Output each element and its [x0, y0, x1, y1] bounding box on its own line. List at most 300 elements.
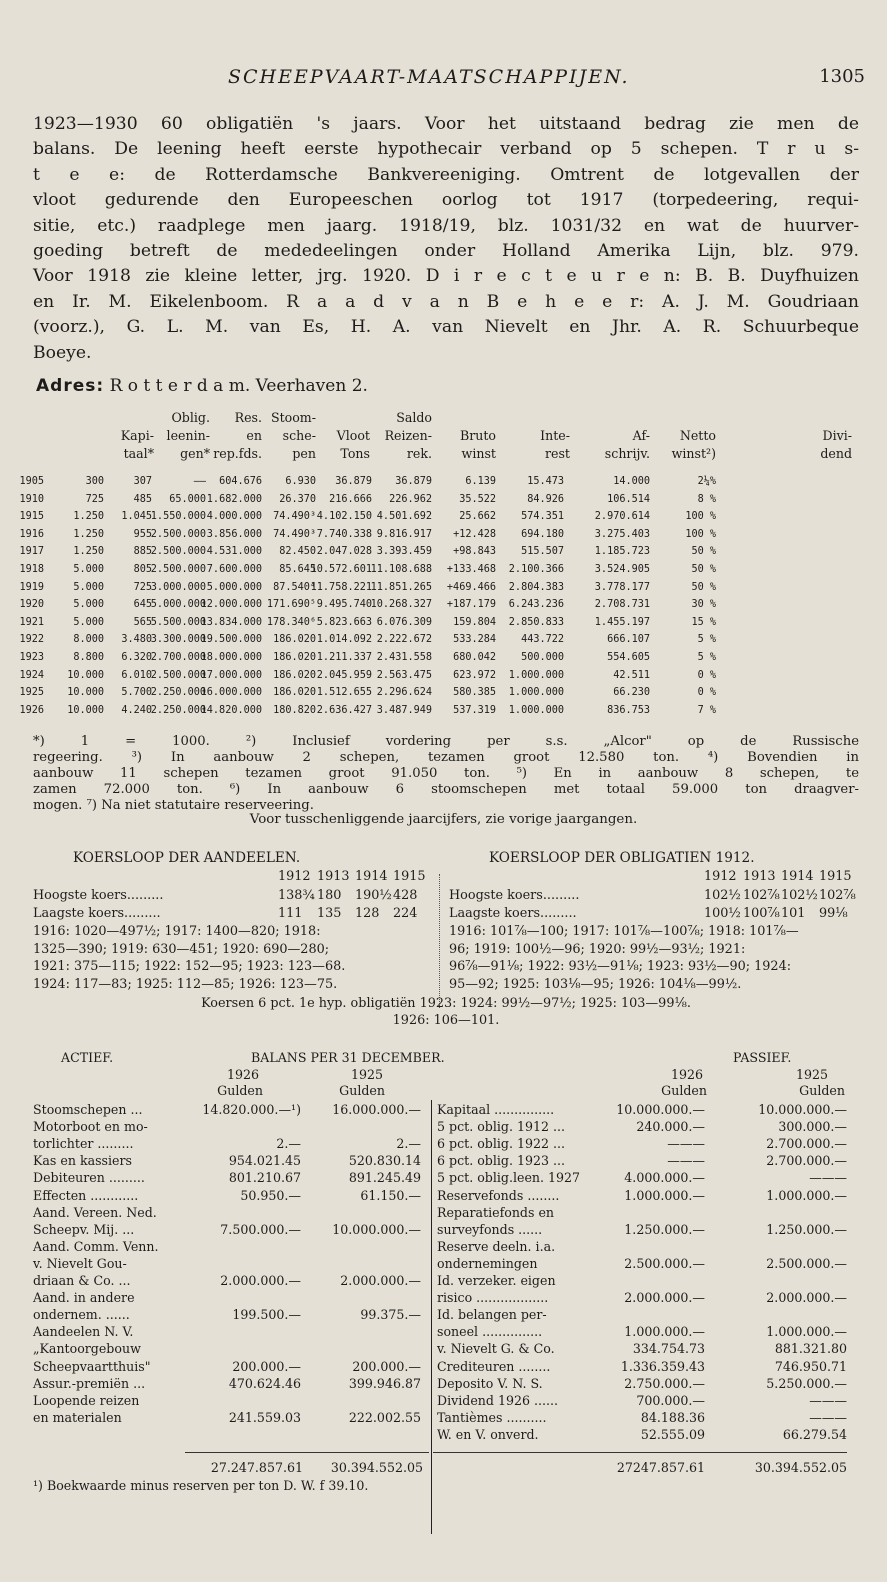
actief-value-1926: 200.000.— [232, 1358, 301, 1374]
actief-item-label: Scheepvaartthuis" [33, 1358, 151, 1374]
table-cell: 4.531.000 [206, 546, 262, 558]
table-cell: 0 % [697, 669, 716, 681]
actief-value-1925: 2.— [396, 1136, 421, 1152]
price-value: 100½ [704, 906, 741, 921]
table-cell: 2.970.614 [594, 511, 650, 523]
passief-value-1926: 4.000.000.— [624, 1170, 705, 1186]
table-cell: 3.000.000 [150, 581, 206, 593]
price-value: 111 [278, 906, 303, 921]
actief-item-label: Aand. in andere [33, 1290, 135, 1306]
table-row [0, 511, 887, 529]
table-cell: 7 % [697, 704, 716, 716]
header-cell: Res. [234, 410, 262, 425]
table-cell: 645 [133, 599, 152, 611]
table-cell: 15.473 [527, 476, 564, 487]
table-cell: 1.250 [73, 511, 104, 523]
passief-value-1925: 1.000.000.— [766, 1187, 847, 1203]
actief-value-1926: 50.950.— [240, 1187, 301, 1203]
passief-item-label: 5 pct. oblig. 1912 ... [437, 1119, 566, 1135]
table-cell: 574.351 [521, 511, 564, 523]
table-cell: 0 % [697, 687, 716, 699]
header-cell: schrijv. [604, 446, 650, 461]
header-cell: Stoom- [270, 410, 316, 425]
actief-value-1925: 399.946.87 [348, 1375, 421, 1391]
price-row-label: Laagste koers......... [33, 906, 161, 921]
table-cell: 3.778.177 [594, 581, 650, 593]
table-cell: 4.501.692 [376, 511, 432, 523]
table-cell: 5.000 [73, 616, 104, 628]
actief-value-1925: 16.000.000.— [332, 1102, 421, 1117]
passief-item-label: risico .................. [437, 1290, 549, 1306]
actief-value-1926: 241.559.03 [228, 1409, 301, 1425]
table-cell: +12.428 [453, 528, 496, 540]
passief-value-1925: 2.500.000.— [766, 1255, 847, 1271]
footnote-line: zamen 72.000 ton. ⁶) In aanbouw 6 stoomschepen met totaal 59.000 ton draagver- [33, 782, 859, 797]
passief-item-label: 6 pct. oblig. 1923 ... [437, 1153, 566, 1169]
table-cell: 186.020 [273, 634, 316, 646]
actief-currency-1926: Gulden [217, 1083, 263, 1098]
price-block-title: KOERSLOOP DER AANDEELEN. [73, 850, 301, 866]
table-cell: 565 [133, 616, 152, 628]
price-history-line: 1325—390; 1919: 630—451; 1920: 690—280; [33, 941, 330, 957]
passief-value-1925: 66.279.54 [782, 1426, 847, 1442]
passief-value-1926: ——— [667, 1136, 705, 1152]
actief-value-1926: 470.624.46 [228, 1375, 301, 1391]
passief-item-label: surveyfonds ...... [437, 1221, 543, 1237]
table-row [0, 617, 887, 635]
passief-value-1926: 1.250.000.— [624, 1221, 705, 1237]
price-value: 99⅛ [819, 906, 848, 921]
table-cell: 5 % [697, 651, 716, 663]
header-cell: sche- [282, 428, 316, 443]
actief-value-1926: 14.820.000.—¹) [202, 1102, 301, 1117]
header-cell: Af- [632, 428, 650, 443]
table-cell: 11.758.221 [310, 581, 372, 593]
table-row [0, 652, 887, 670]
table-cell: 12.000.000 [200, 599, 262, 611]
actief-value-1926: 801.210.67 [228, 1170, 301, 1186]
actief-value-1926: 2.000.000.— [220, 1273, 301, 1288]
passief-item-label: ondernemingen [437, 1255, 538, 1271]
passief-year-1926: 1926 [670, 1067, 703, 1082]
table-cell: 2.047.028 [316, 546, 372, 558]
table-cell: 8.000 [73, 634, 104, 646]
actief-item-label: Scheepv. Mij. ... [33, 1221, 135, 1237]
table-cell: 443.722 [521, 634, 564, 646]
header-cell: winst²) [671, 446, 716, 461]
price-row-label: Hoogste koers......... [33, 888, 164, 903]
table-cell: 7.600.000 [206, 563, 262, 575]
table-cell: 1905 [19, 476, 44, 487]
actief-value-1925: 520.830.14 [348, 1153, 421, 1169]
table-cell: 1919 [19, 581, 44, 593]
table-cell: 5.700 [121, 687, 152, 699]
intro-line: 1923—1930 60 obligatiën 's jaars. Voor het uitstaand bedrag zie men de [33, 114, 859, 134]
table-cell: 36.879 [335, 476, 372, 487]
passief-item-label: Reparatiefonds en [437, 1204, 555, 1220]
balance-divider [431, 1100, 432, 1534]
table-cell: 15 % [691, 616, 716, 628]
price-history-section [33, 850, 859, 1050]
passief-value-1926: 2.500.000.— [624, 1255, 705, 1271]
header-cell: Inte- [540, 428, 570, 443]
passief-value-1926: 2.000.000.— [624, 1290, 705, 1306]
actief-item-label: Motorboot en mo- [33, 1119, 148, 1135]
price-value: 128 [355, 906, 380, 921]
table-cell: 1922 [19, 634, 44, 646]
table-cell: 2.500.000 [150, 528, 206, 540]
table-cell: 1.250 [73, 528, 104, 540]
price-value: 102⅞ [743, 888, 780, 903]
section-title: SCHEEPVAART-MAATSCHAPPIJEN. [228, 66, 630, 88]
table-row [0, 634, 887, 652]
table-row [0, 564, 887, 582]
table-cell: 13.834.000 [200, 616, 262, 628]
table-cell: 5.000 [73, 581, 104, 593]
reference-note: Voor tusschenliggende jaarcijfers, zie vorige jaargangen. [249, 812, 638, 827]
price-value: 224 [393, 906, 418, 921]
actief-value-1925: 222.002.55 [348, 1409, 421, 1425]
passief-value-1925: 300.000.— [778, 1119, 847, 1135]
passief-label: PASSIEF. [733, 1050, 792, 1065]
table-cell: 10.268.327 [370, 599, 432, 611]
passief-item-label: Tantièmes .......... [437, 1409, 547, 1425]
actief-item-label: v. Nievelt Gou- [33, 1255, 127, 1271]
table-cell: 533.284 [453, 634, 496, 646]
header-cell: Kapi- [120, 428, 154, 443]
actief-item-label: Aand. Comm. Venn. [33, 1238, 159, 1254]
header-cell: leenin- [166, 428, 210, 443]
table-cell: 666.107 [607, 634, 650, 646]
table-cell: 84.926 [527, 493, 564, 505]
passief-value-1925: 746.950.71 [774, 1358, 847, 1374]
table-cell: 4.240 [121, 704, 152, 716]
table-cell: 2.100.366 [508, 563, 564, 575]
table-cell: 4.000.000 [206, 511, 262, 523]
passief-value-1925: ——— [809, 1170, 847, 1186]
table-cell: 10.572.601 [310, 563, 372, 575]
passief-value-1926: 700.000.— [636, 1392, 705, 1408]
price-value: 135 [317, 906, 342, 921]
footnote-line: aanbouw 11 schepen tezamen groot 91.050 ton. ⁵) En in aanbouw 8 schepen, te [33, 766, 859, 781]
table-cell: 25.662 [459, 511, 496, 523]
table-cell: 3.300.000 [150, 634, 206, 646]
price-block-title: KOERSLOOP DER OBLIGATIEN 1912. [489, 850, 755, 866]
table-cell: 1910 [19, 493, 44, 505]
table-cell: 1.000.000 [508, 704, 564, 716]
table-cell: 6.139 [465, 476, 496, 487]
passief-item-label: Kapitaal ............... [437, 1102, 555, 1117]
table-cell: 50 % [691, 563, 716, 575]
price-history-line: 1924: 117—83; 1925: 112—85; 1926: 123—75. [33, 976, 338, 992]
actief-value-1925: 2.000.000.— [340, 1273, 421, 1288]
table-cell: 2.500.000 [150, 669, 206, 681]
price-year: 1913 [743, 869, 776, 884]
header-cell: rep.fds. [213, 446, 262, 461]
actief-item-label: driaan & Co. ... [33, 1273, 131, 1288]
actief-total-1925: 30.394.552.05 [330, 1460, 423, 1475]
table-cell: 2.700.000 [150, 651, 206, 663]
passief-item-label: Reservefonds ........ [437, 1187, 560, 1203]
table-cell: 4.102.150 [316, 511, 372, 523]
table-cell: 2¼% [697, 476, 716, 487]
footnote-line: *) 1 = 1000. ²) Inclusief vordering per s.s. „Alcor" op de Russische [33, 734, 859, 749]
actief-value-1926: 7.500.000.— [220, 1221, 301, 1237]
passief-value-1925: 10.000.000.— [758, 1102, 847, 1117]
table-cell: —— [193, 476, 206, 487]
passief-value-1925: 1.250.000.— [766, 1221, 847, 1237]
table-cell: 74.490³ [273, 528, 316, 540]
table-cell: 19.500.000 [200, 634, 262, 646]
price-value: 428 [393, 888, 418, 903]
passief-value-1926: 1.336.359.43 [620, 1358, 705, 1374]
table-cell: 515.507 [521, 546, 564, 558]
table-cell: 5.000 [73, 563, 104, 575]
table-cell: 35.522 [459, 493, 496, 505]
passief-value-1926: 334.754.73 [632, 1341, 705, 1357]
passief-item-label: soneel ............... [437, 1324, 543, 1340]
table-cell: 725 [133, 581, 152, 593]
table-cell: 9.495.740 [316, 599, 372, 611]
passief-value-1925: 1.000.000.— [766, 1324, 847, 1340]
passief-item-label: Id. belangen per- [437, 1307, 547, 1323]
table-cell: 226.962 [389, 493, 432, 505]
table-cell: 307 [133, 476, 152, 487]
actief-item-label: Aandeelen N. V. [33, 1324, 134, 1340]
table-cell: 1.000.000 [508, 669, 564, 681]
table-cell: 1918 [19, 563, 44, 575]
header-cell: Netto [679, 428, 716, 443]
passief-value-1925: 2.700.000.— [766, 1136, 847, 1152]
price-year: 1913 [317, 869, 350, 884]
price-value: 102½ [704, 888, 741, 903]
actief-item-label: Kas en kassiers [33, 1153, 132, 1169]
header-cell: Divi- [822, 428, 852, 443]
price-year: 1914 [781, 869, 814, 884]
table-cell: 1.250 [73, 546, 104, 558]
table-cell: 885 [133, 546, 152, 558]
intro-line: vloot gedurende den Europeeschen oorlog tot 1917 (torpedeering, requi- [33, 190, 859, 211]
table-cell: 10.000 [67, 669, 104, 681]
table-cell: 500.000 [521, 651, 564, 663]
table-cell: 2.250.000 [150, 704, 206, 716]
table-row [0, 599, 887, 617]
table-cell: 580.385 [453, 687, 496, 699]
table-cell: 85.645 [279, 563, 316, 575]
table-cell: 1.512.655 [316, 687, 372, 699]
column-divider [439, 874, 441, 1008]
passief-value-1926: 84.188.36 [640, 1409, 705, 1425]
passief-item-label: Dividend 1926 ...... [437, 1392, 559, 1408]
table-cell: 2.636.427 [316, 704, 372, 716]
actief-item-label: Effecten ............ [33, 1187, 139, 1203]
table-cell: 1.185.723 [594, 546, 650, 558]
table-cell: 186.020 [273, 651, 316, 663]
table-row [0, 494, 887, 512]
price-history-line: 95—92; 1925: 103⅛—95; 1926: 104⅛—99½. [449, 976, 742, 992]
table-cell: 11.108.688 [370, 563, 432, 575]
table-cell: 2.500.000 [150, 563, 206, 575]
intro-line: Voor 1918 zie kleine letter, jrg. 1920. D i r e c t e u r e n: B. B. Duyfhuizen [33, 266, 859, 287]
table-cell: 2.500.000 [150, 546, 206, 558]
table-cell: 36.879 [395, 476, 432, 487]
table-header [0, 410, 887, 474]
actief-label: ACTIEF. [61, 1050, 114, 1065]
total-rule-right [433, 1452, 847, 1453]
passief-year-1925: 1925 [795, 1067, 828, 1082]
page-number: 1305 [819, 66, 865, 87]
actief-item-label: en materialen [33, 1409, 122, 1425]
table-cell: 1923 [19, 651, 44, 663]
footnote-line: mogen. ⁷) Na niet statutaire reserveering. [33, 798, 314, 813]
passief-value-1925: 881.321.80 [774, 1341, 847, 1357]
address-line [36, 376, 368, 396]
price-value: 102⅞ [819, 888, 856, 903]
actief-item-label: Debiteuren ......... [33, 1170, 145, 1186]
passief-value-1925: 5.250.000.— [766, 1375, 847, 1391]
table-body [0, 476, 887, 722]
table-cell: 9.816.917 [376, 528, 432, 540]
table-row [0, 705, 887, 723]
table-cell: 1925 [19, 687, 44, 699]
passief-total-1926: 27247.857.61 [616, 1460, 705, 1475]
table-cell: 3.524.905 [594, 563, 650, 575]
table-cell: 680.042 [453, 651, 496, 663]
table-cell: +133.468 [446, 563, 496, 575]
passief-value-1926: 1.000.000.— [624, 1324, 705, 1340]
table-cell: 1.000.000 [508, 687, 564, 699]
actief-item-label: Stoomschepen ... [33, 1102, 143, 1117]
actief-value-1925: 61.150.— [360, 1187, 421, 1203]
header-cell: rest [545, 446, 570, 461]
footnote-line: regeering. ³) In aanbouw 2 schepen, tezamen groot 12.580 ton. ⁴) Bovendien in [33, 750, 859, 765]
header-cell: Vloot [336, 428, 370, 443]
table-row [0, 687, 887, 705]
header-cell: winst [461, 446, 496, 461]
table-cell: 3.480 [121, 634, 152, 646]
intro-line: balans. De leening heeft eerste hypothecair verband op 5 schepen. T r u s- [33, 139, 859, 160]
header-cell: Reizen- [384, 428, 432, 443]
table-cell: 5 % [697, 634, 716, 646]
table-cell: 5.000.000 [150, 599, 206, 611]
table-row [0, 529, 887, 547]
intro-line: t e e: de Rotterdamsche Bankvereeniging. Omtrent de lotgevallen der [33, 164, 859, 185]
table-cell: 1920 [19, 599, 44, 611]
address-value: R o t t e r d a m. Veerhaven 2. [109, 376, 368, 396]
table-cell: 66.230 [613, 687, 650, 699]
passief-currency-1925: Gulden [799, 1083, 845, 1098]
table-cell: 3.856.000 [206, 528, 262, 540]
table-row [0, 546, 887, 564]
table-cell: 5.000.000 [206, 581, 262, 593]
passief-item-label: 5 pct. oblig.leen. 1927 [437, 1170, 581, 1186]
table-cell: 485 [133, 493, 152, 505]
table-cell: 186.020 [273, 687, 316, 699]
table-cell: 16.000.000 [200, 687, 262, 699]
table-cell: 2.708.731 [594, 599, 650, 611]
table-cell: 5.000 [73, 599, 104, 611]
actief-item-label: Aand. Vereen. Ned. [33, 1204, 157, 1220]
table-cell: 5.500.000 [150, 616, 206, 628]
table-cell: 216.666 [329, 493, 372, 505]
header-cell: Bruto [459, 428, 496, 443]
table-cell: 7.740.338 [316, 528, 372, 540]
table-cell: 1916 [19, 528, 44, 540]
passief-item-label: Deposito V. N. S. [437, 1375, 543, 1391]
header-cell: Saldo [396, 410, 432, 425]
table-cell: 1.682.000 [206, 493, 262, 505]
table-cell: 1.014.092 [316, 634, 372, 646]
actief-item-label: ondernem. ...... [33, 1307, 130, 1323]
table-cell: 537.319 [453, 704, 496, 716]
table-cell: 3.393.459 [376, 546, 432, 558]
price-year: 1912 [278, 869, 311, 884]
table-cell: 2.296.624 [376, 687, 432, 699]
actief-value-1925: 10.000.000.— [332, 1221, 421, 1237]
passief-item-label: Crediteuren ........ [437, 1358, 551, 1374]
passief-value-1925: ——— [809, 1392, 847, 1408]
passief-value-1925: 2.000.000.— [766, 1290, 847, 1306]
passief-value-1926: 2.750.000.— [624, 1375, 705, 1391]
table-cell: 2.045.959 [316, 669, 372, 681]
table-cell: 1921 [19, 616, 44, 628]
table-cell: 2.431.558 [376, 651, 432, 663]
table-cell: 50 % [691, 581, 716, 593]
table-cell: 623.972 [453, 669, 496, 681]
header-cell: gen* [180, 446, 210, 461]
table-cell: 955 [133, 528, 152, 540]
table-cell: 2.804.383 [508, 581, 564, 593]
actief-value-1925: 891.245.49 [348, 1170, 421, 1186]
price-value: 180 [317, 888, 342, 903]
price-footer-line: Koersen 6 pct. 1e hyp. obligatiën 1923: 1924: 99½—97½; 1925: 103—99⅛. [201, 996, 691, 1011]
table-cell: 694.180 [521, 528, 564, 540]
table-cell: 725 [85, 493, 104, 505]
passief-item-label: Reserve deeln. i.a. [437, 1238, 556, 1254]
header-cell: en [246, 428, 262, 443]
actief-item-label: Assur.-premiën ... [33, 1375, 146, 1391]
table-cell: +187.179 [446, 599, 496, 611]
price-history-line: 1921: 375—115; 1922: 152—95; 1923: 123—68. [33, 959, 346, 975]
table-cell: 106.514 [607, 493, 650, 505]
price-history-line: 1916: 1020—497½; 1917: 1400—820; 1918: [33, 924, 321, 939]
passief-value-1926: 1.000.000.— [624, 1187, 705, 1203]
actief-total-1926: 27.247.857.61 [210, 1460, 303, 1475]
table-cell: 74.490³ [273, 511, 316, 523]
actief-value-1926: 199.500.— [232, 1307, 301, 1323]
table-footnotes [33, 734, 859, 814]
intro-line: goeding betreft de mededeelingen onder Holland Amerika Lijn, blz. 979. [33, 240, 859, 261]
table-cell: 10.000 [67, 687, 104, 699]
table-cell: 805 [133, 563, 152, 575]
table-cell: 6.076.309 [376, 616, 432, 628]
table-cell: 1.211.337 [316, 651, 372, 663]
table-cell: 604.676 [219, 476, 262, 487]
table-cell: 30 % [691, 599, 716, 611]
intro-line: Boeye. [33, 342, 92, 363]
table-cell: 65.000 [169, 493, 206, 505]
table-cell: 1917 [19, 546, 44, 558]
price-history-line: 96⅞—91⅛; 1922: 93½—91⅛; 1923: 93½—90; 1924: [449, 959, 792, 975]
passief-value-1926: 52.555.09 [640, 1426, 705, 1442]
table-cell: 6.930 [285, 476, 316, 487]
table-cell: +469.466 [446, 581, 496, 593]
table-cell: 180.820 [273, 704, 316, 716]
price-value: 100⅞ [743, 906, 780, 921]
passief-total-1925: 30.394.552.05 [754, 1460, 847, 1475]
table-cell: 171.690⁵ [266, 599, 316, 611]
passief-currency-1926: Gulden [661, 1083, 707, 1098]
